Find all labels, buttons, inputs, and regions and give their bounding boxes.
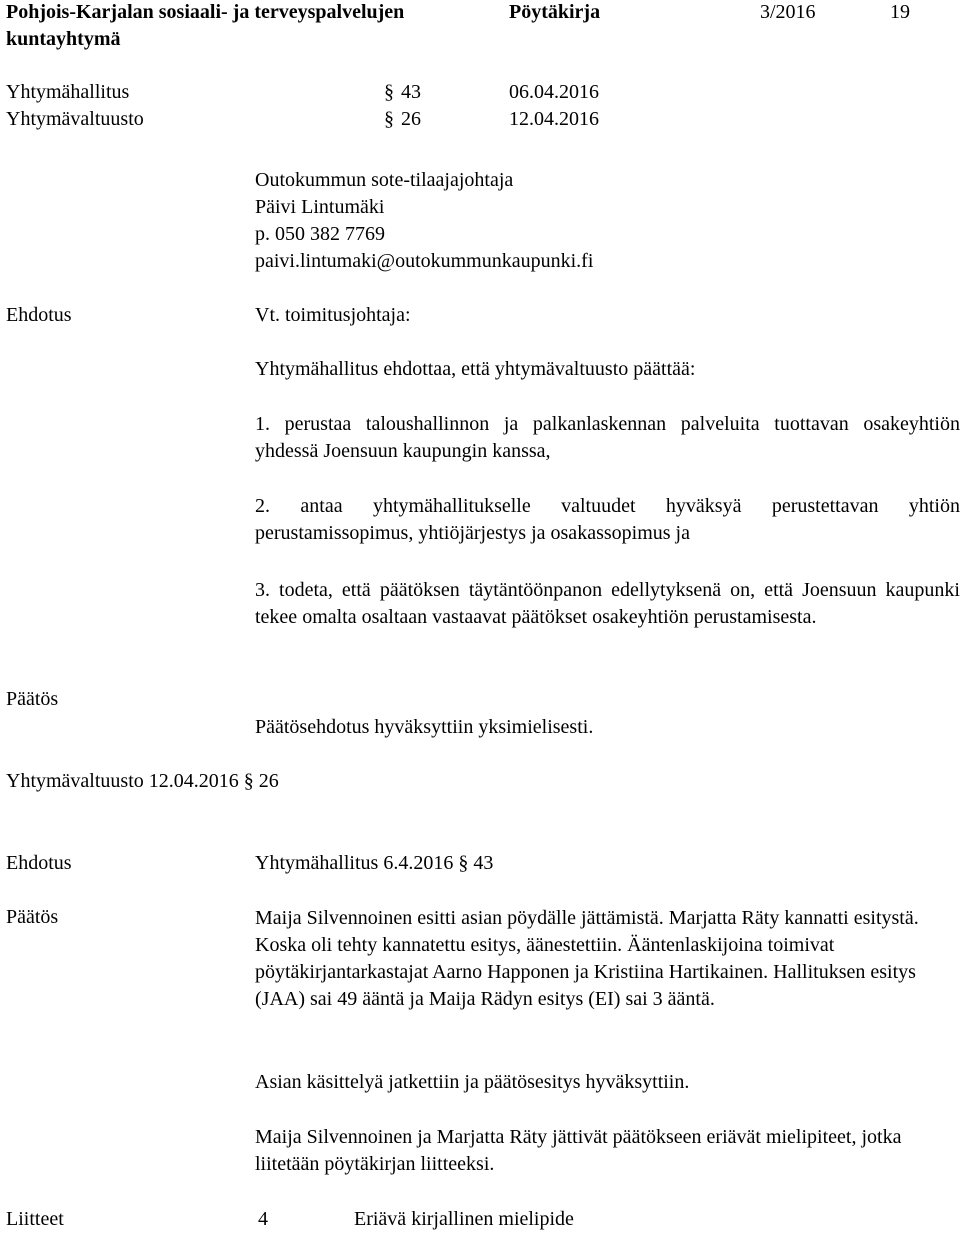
reference-body: Yhtymähallitus bbox=[6, 81, 130, 103]
reference-date: 12.04.2016 bbox=[509, 108, 599, 130]
attachment-title: Eriävä kirjallinen mielipide bbox=[354, 1208, 574, 1230]
reference-number: 26 bbox=[401, 108, 421, 130]
contact-phone: p. 050 382 7769 bbox=[255, 223, 385, 245]
decision-dissent: Maija Silvennoinen ja Marjatta Räty jättivät päätökseen eriävät mielipiteet, jotka liitetään pöytäkirjan liitteeksi. bbox=[255, 1126, 902, 1175]
council-reference-number: 26 bbox=[258, 770, 279, 792]
decision-text: Maija Silvennoinen esitti asian pöydälle jättämistä. Marjatta Räty kannatti esitystä. Koska oli tehty kannatettu esitys, äänestettiin. Ääntenlaskijoina toimivat pöytäkirjantarkastajat Aarno Happonen ja Kristiina Hartikainen. Hallituksen esitys (JAA) sai 49 ääntä ja Maija Rädyn esitys (EI) sai 3 ääntä. bbox=[255, 907, 919, 1010]
council-reference bbox=[6, 768, 279, 795]
proposal-reference-text: Yhtymähallitus 6.4.2016 bbox=[255, 852, 454, 874]
org-name-line1: Pohjois-Karjalan sosiaali- ja terveyspalvelujen bbox=[6, 1, 405, 23]
proposal-item: 2. antaa yhtymähallitukselle valtuudet hyväksyä perustettavan yhtiön perustamissopimus, yhtiöjärjestys ja osakassopimus ja bbox=[255, 495, 960, 544]
proposal-label: Ehdotus bbox=[6, 304, 72, 326]
page-number: 19 bbox=[890, 1, 910, 23]
proposal-reference bbox=[255, 850, 493, 877]
proposal-intro: Yhtymähallitus ehdottaa, että yhtymävaltuusto päättää: bbox=[255, 358, 696, 380]
attachment-number: 4 bbox=[258, 1208, 268, 1230]
proposal-label: Ehdotus bbox=[6, 852, 72, 874]
issue-number: 3/2016 bbox=[760, 1, 816, 23]
org-name-line2: kuntayhtymä bbox=[6, 28, 121, 50]
contact-email: paivi.lintumaki@outokummunkaupunki.fi bbox=[255, 250, 594, 272]
council-reference-text: Yhtymävaltuusto 12.04.2016 bbox=[6, 770, 239, 792]
decision-continued: Asian käsittelyä jatkettiin ja päätösesitys hyväksyttiin. bbox=[255, 1071, 690, 1093]
proposal-item: 1. perustaa taloushallinnon ja palkanlaskennan palveluita tuottavan osakeyhtiön yhdessä Joensuun kaupungin kanssa, bbox=[255, 413, 960, 462]
reference-number: 43 bbox=[401, 81, 421, 103]
section-mark: § bbox=[458, 852, 469, 874]
reference-body: Yhtymävaltuusto bbox=[6, 108, 144, 130]
decision-label: Päätös bbox=[6, 906, 59, 928]
contact-title: Outokummun sote-tilaajajohtaja bbox=[255, 169, 514, 191]
decision-label: Päätös bbox=[6, 688, 59, 710]
doc-type: Pöytäkirja bbox=[509, 1, 601, 23]
section-mark: § bbox=[243, 770, 254, 792]
contact-name: Päivi Lintumäki bbox=[255, 196, 385, 218]
reference-date: 06.04.2016 bbox=[509, 81, 599, 103]
proposal-reference-number: 43 bbox=[473, 852, 494, 874]
decision-text: Päätösehdotus hyväksyttiin yksimielisesti. bbox=[255, 716, 594, 738]
proposal-item: 3. todeta, että päätöksen täytäntöönpanon edellytyksenä on, että Joensuun kaupunki tekee omalta osaltaan vastaavat päätökset osakeyhtiön perustamisesta. bbox=[255, 579, 960, 628]
section-mark: § bbox=[384, 108, 394, 130]
section-mark: § bbox=[384, 81, 394, 103]
attachments-label: Liitteet bbox=[6, 1208, 64, 1230]
proposal-by: Vt. toimitusjohtaja: bbox=[255, 304, 411, 326]
